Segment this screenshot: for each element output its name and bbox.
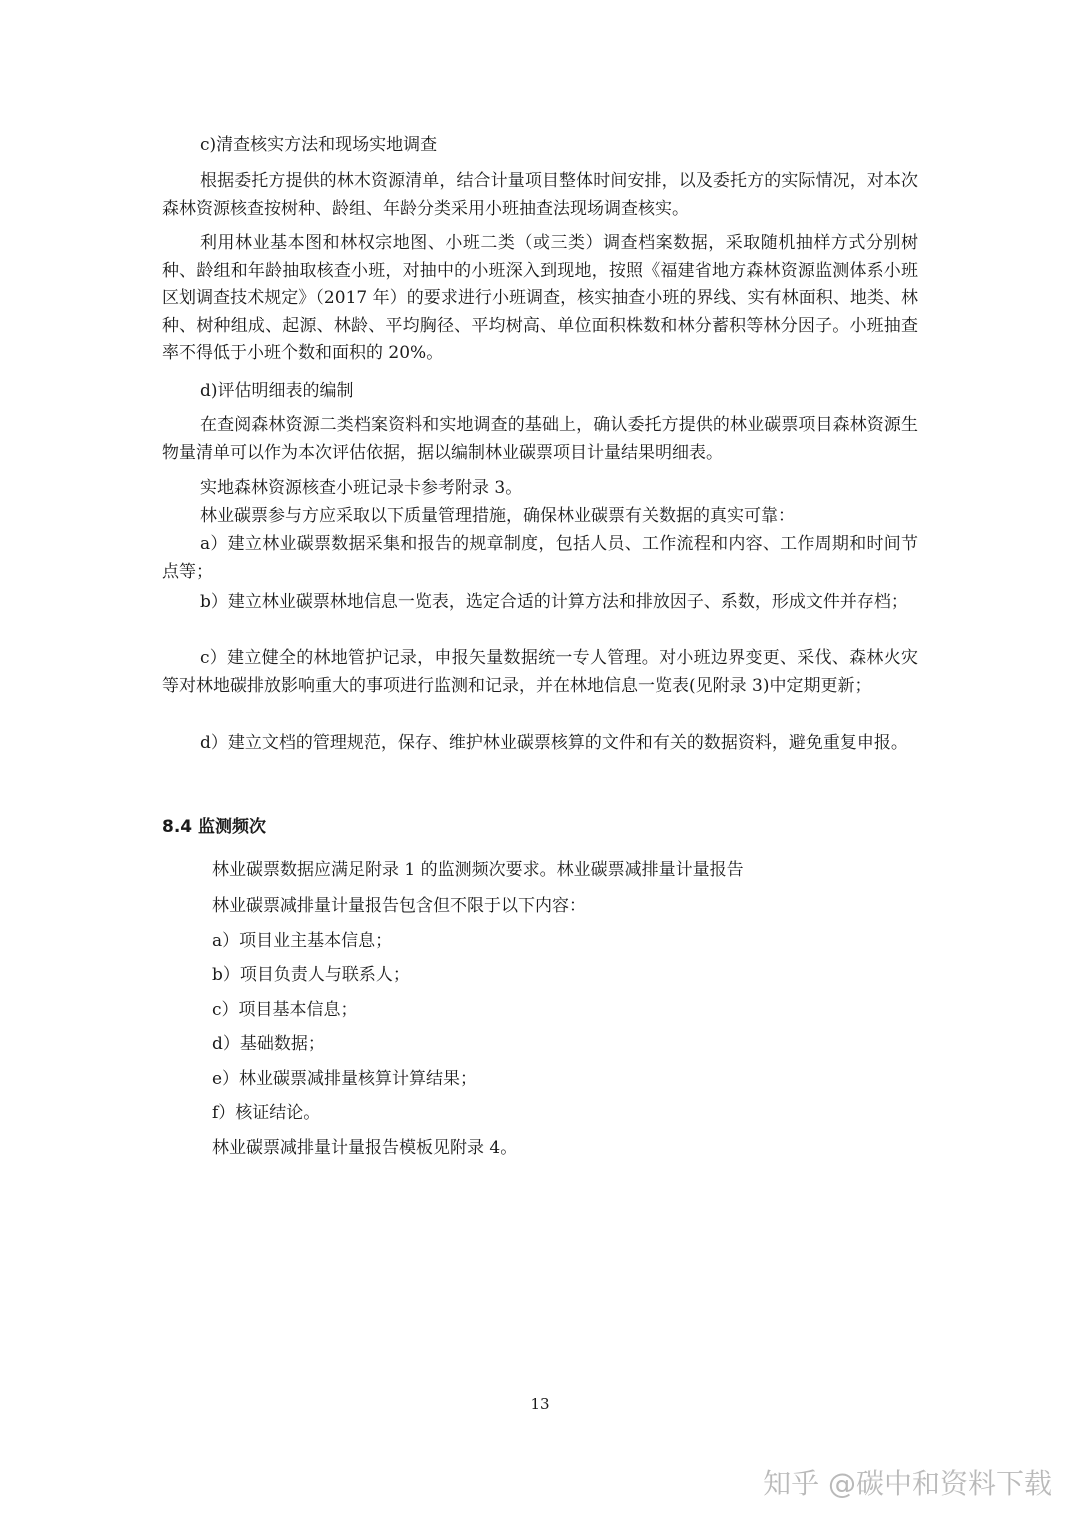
list-item: b）项目负责人与联系人； <box>212 965 410 985</box>
paragraph-detail-table: 在查阅森林资源二类档案资料和实地调查的基础上，确认委托方提供的林业碳票项目森林资源生物量清单可以作为本次评估依据，据以编制林业碳票项目计量结果明细表。 <box>162 415 918 463</box>
monitoring-line-1: 林业碳票数据应满足附录 1 的监测频次要求。林业碳票减排量计量报告 <box>212 860 744 880</box>
quality-measure-a: a）建立林业碳票数据采集和报告的规章制度，包括人员、工作流程和内容、工作周期和时间节点等； <box>162 534 918 582</box>
paragraph-resource-list: 根据委托方提供的林木资源清单，结合计量项目整体时间安排，以及委托方的实际情况，对本次森林资源核查按树种、龄组、年龄分类采用小班抽查法现场调查核实。 <box>162 171 918 219</box>
section-heading-monitoring-frequency: 8.4 监测频次 <box>162 817 267 837</box>
subsection-c-heading: c)清查核实方法和现场实地调查 <box>200 135 438 155</box>
list-item: e）林业碳票减排量核算计算结果； <box>212 1069 478 1089</box>
quality-measure-b: b）建立林业碳票林地信息一览表，选定合适的计算方法和排放因子、系数，形成文件并存档； <box>200 592 908 612</box>
monitoring-closing-line: 林业碳票减排量计量报告模板见附录 4。 <box>212 1138 518 1158</box>
monitoring-line-2: 林业碳票减排量计量报告包含但不限于以下内容： <box>212 896 586 916</box>
paragraph-quality-intro: 林业碳票参与方应采取以下质量管理措施，确保林业碳票有关数据的真实可靠： <box>200 506 795 526</box>
list-item: f）核证结论。 <box>212 1103 321 1123</box>
quality-measure-c: c）建立健全的林地管护记录，申报矢量数据统一专人管理。对小班边界变更、采伐、森林火灾等对林地碳排放影响重大的事项进行监测和记录，并在林地信息一览表(见附录 3)中定期更新； <box>162 648 918 696</box>
paragraph-appendix-ref: 实地森林资源核查小班记录卡参考附录 3。 <box>200 478 523 498</box>
quality-measure-d: d）建立文档的管理规范，保存、维护林业碳票核算的文件和有关的数据资料，避免重复申报。 <box>200 733 908 753</box>
list-item: c）项目基本信息； <box>212 1000 358 1020</box>
list-item: d）基础数据； <box>212 1034 325 1054</box>
paragraph-survey-method: 利用林业基本图和林权宗地图、小班二类（或三类）调查档案数据，采取随机抽样方式分别树种、龄组和年龄抽取核查小班，对抽中的小班深入到现地，按照《福建省地方森林资源监测体系小班区划调查技术规定》（2017 年）的要求进行小班调查，核实抽查小班的界线、实有林面积、地类、林种、树种组成、起源、林龄、平均胸径、平均树高、单位面积株数和林分蓄积等林分因子。小班抽查率不得低于小班个数和面积的 20%。 <box>162 233 918 363</box>
watermark: 知乎 @碳中和资料下载 <box>763 1467 1052 1500</box>
list-item: a）项目业主基本信息； <box>212 931 393 951</box>
subsection-d-heading: d)评估明细表的编制 <box>200 381 354 401</box>
page-number: 13 <box>530 1395 550 1413</box>
